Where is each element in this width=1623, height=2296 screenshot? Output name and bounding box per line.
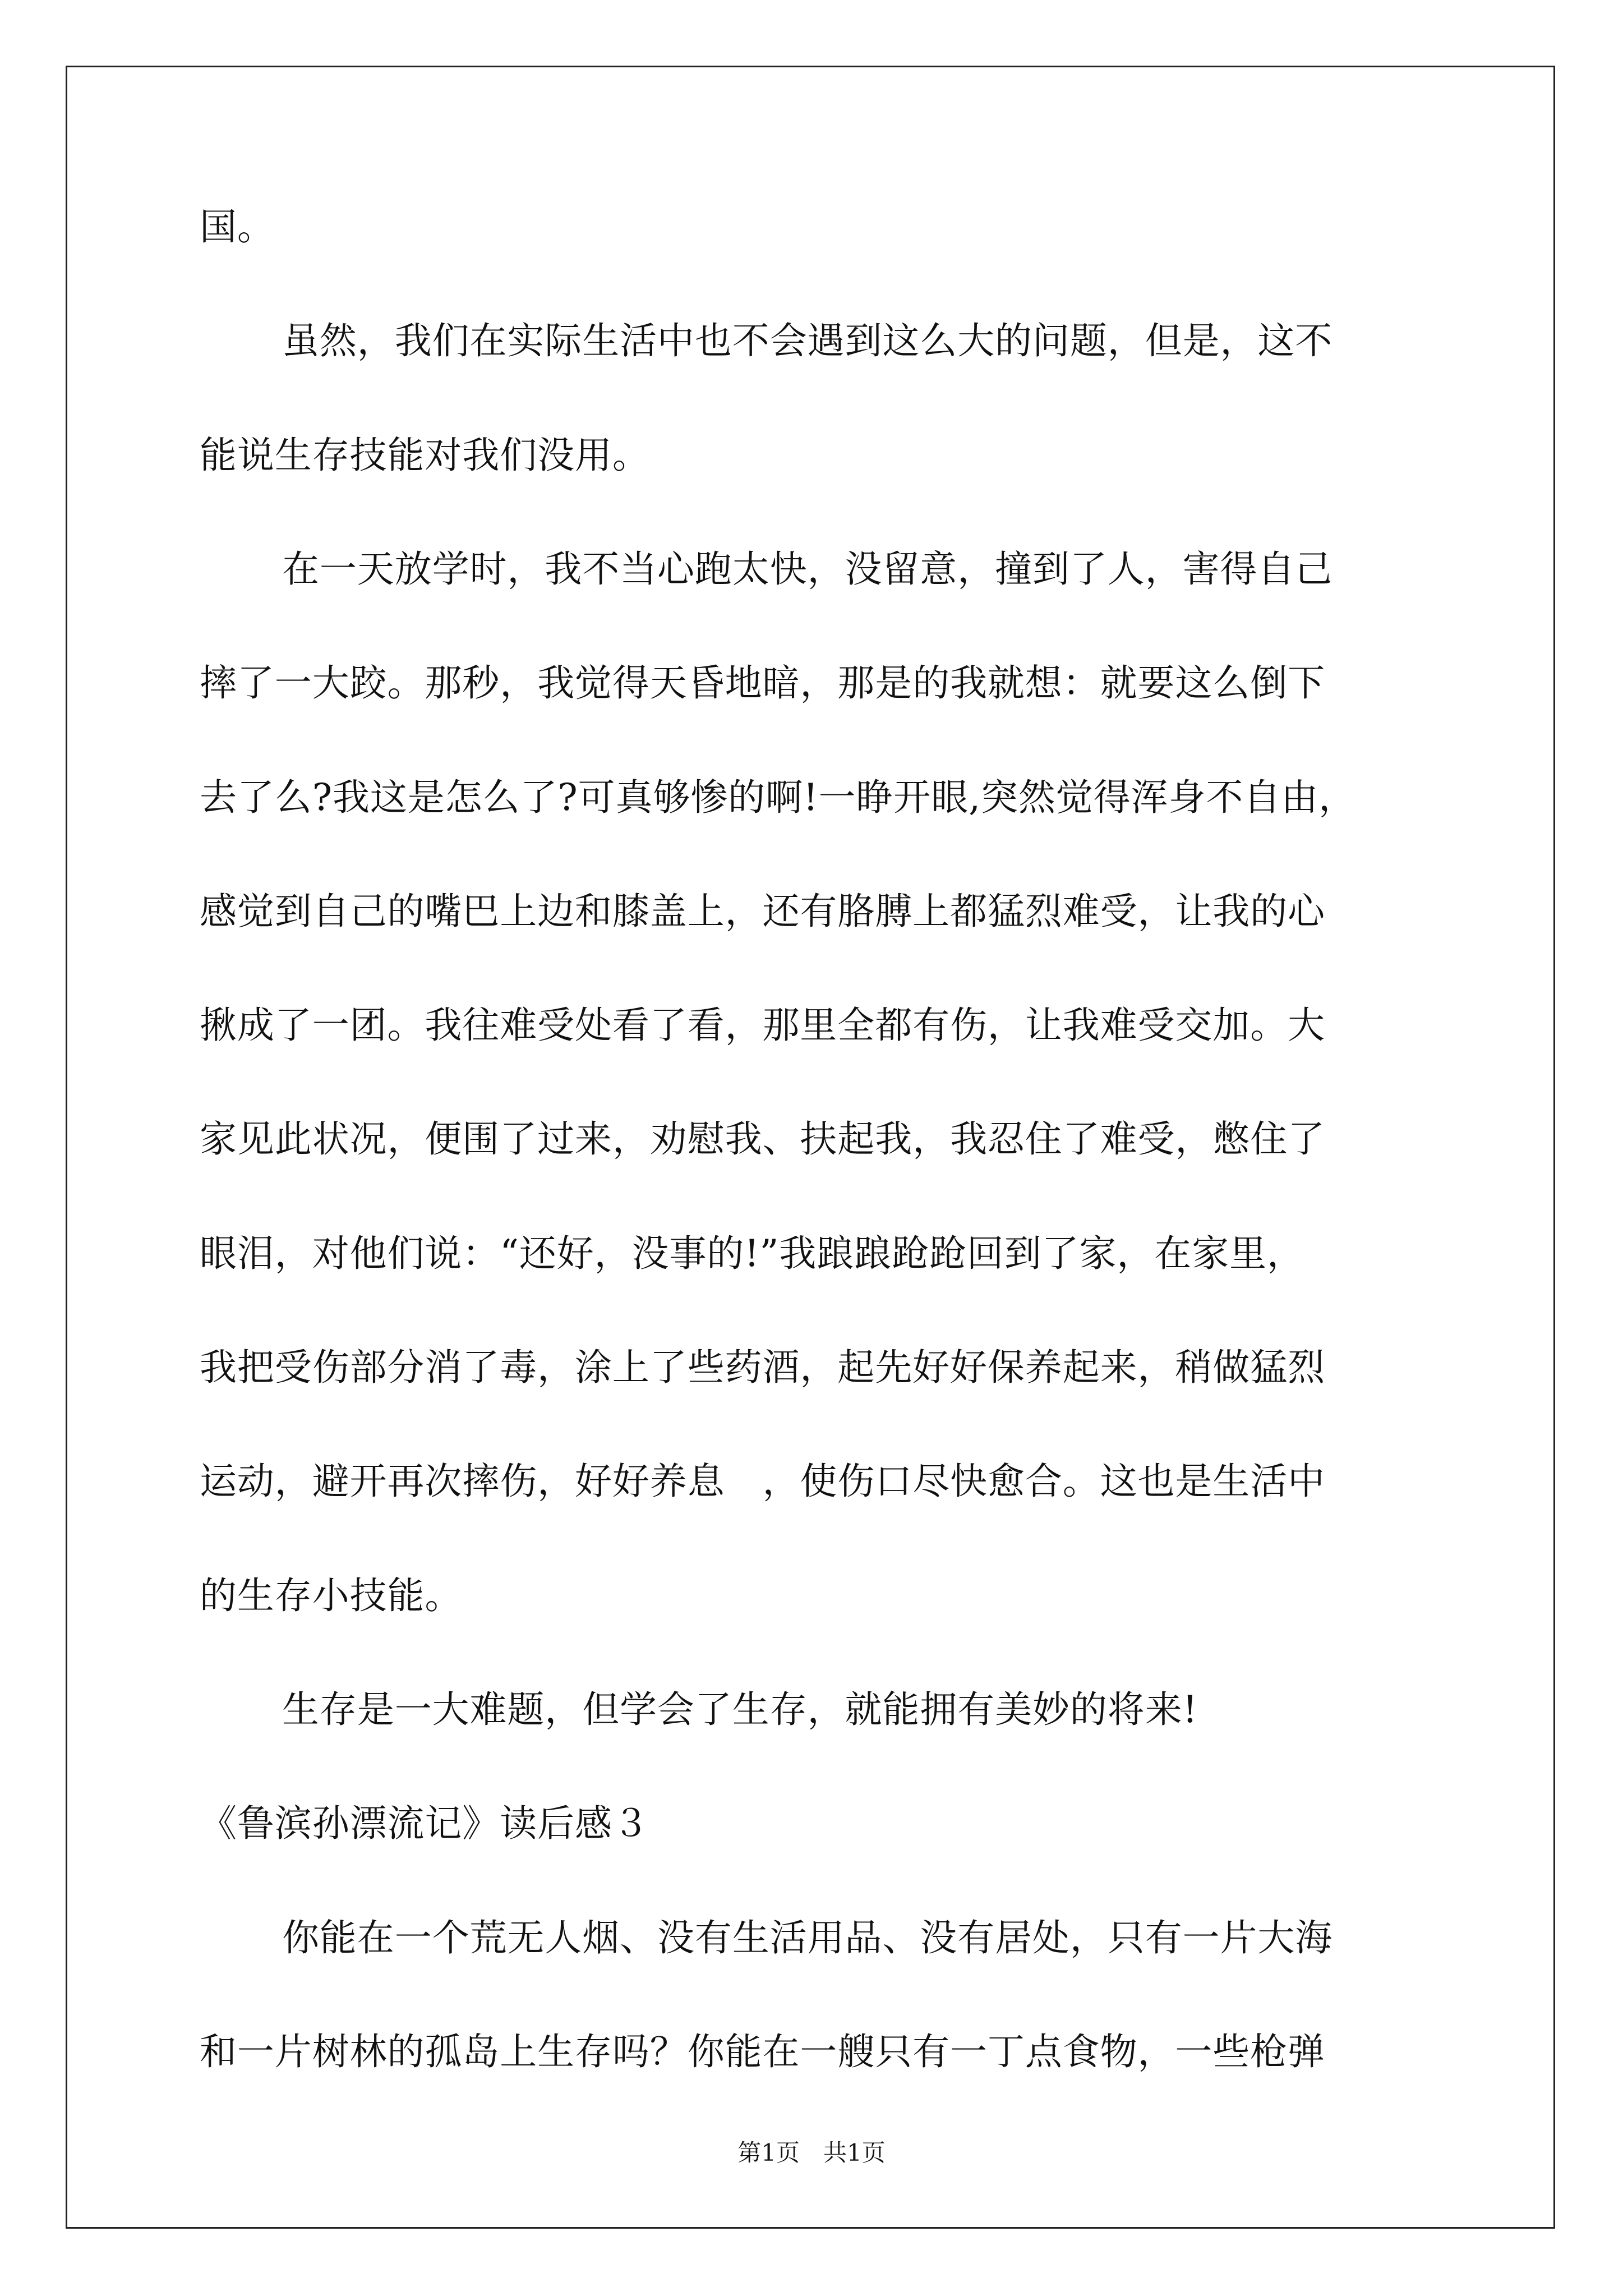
paragraph-fall-story-line: 眼泪，对他们说：“还好，没事的!”我踉踉跄跄回到了家，在家里， xyxy=(200,1232,1304,1275)
paragraph-fall-story-line: 在一天放学时，我不当心跑太快，没留意，撞到了人，害得自己 xyxy=(282,547,1333,591)
paragraph-island-question-line: 和一片树林的孤岛上生存吗？你能在一艘只有一丁点食物，一些枪弹 xyxy=(200,2030,1325,2073)
paragraph-fall-story-line: 揪成了一团。我往难受处看了看，那里全都有伤，让我难受交加。大 xyxy=(200,1004,1325,1047)
paragraph-conclusion-line: 生存是一大难题，但学会了生存，就能拥有美妙的将来! xyxy=(282,1688,1198,1731)
paragraph-fall-story-line: 去了么?我这是怎么了?可真够惨的啊!一睁开眼,突然觉得浑身不自由， xyxy=(200,776,1356,819)
paragraph-survival-skills-line: 能说生存技能对我们没用。 xyxy=(200,434,650,477)
paragraph-fall-story-line: 感觉到自己的嘴巴上边和膝盖上，还有胳膊上都猛烈难受，让我的心 xyxy=(200,890,1325,933)
paragraph-island-question-line: 你能在一个荒无人烟、没有生活用品、没有居处，只有一片大海 xyxy=(282,1916,1333,1959)
section-title-line: 《鲁滨孙漂流记》读后感３ xyxy=(200,1802,650,1845)
paragraph-fall-story-line: 运动，避开再次摔伤，好好养息 ，使伤口尽快愈合。这也是生活中 xyxy=(200,1460,1325,1503)
page-footer: 第1页 共1页 xyxy=(737,2139,886,2166)
paragraph-fall-story-line: 家见此状况，便围了过来，劝慰我、扶起我，我忍住了难受，憋住了 xyxy=(200,1117,1325,1161)
paragraph-fall-story-line: 的生存小技能。 xyxy=(200,1574,463,1617)
paragraph-survival-skills-line: 虽然，我们在实际生活中也不会遇到这么大的问题，但是，这不 xyxy=(282,319,1333,362)
paragraph-continuation-line: 国。 xyxy=(200,205,275,249)
paragraph-fall-story-line: 我把受伤部分消了毒，涂上了些药酒，起先好好保养起来，稍做猛烈 xyxy=(200,1346,1325,1389)
paragraph-fall-story-line: 摔了一大跤。那秒，我觉得天昏地暗，那是的我就想：就要这么倒下 xyxy=(200,661,1325,705)
